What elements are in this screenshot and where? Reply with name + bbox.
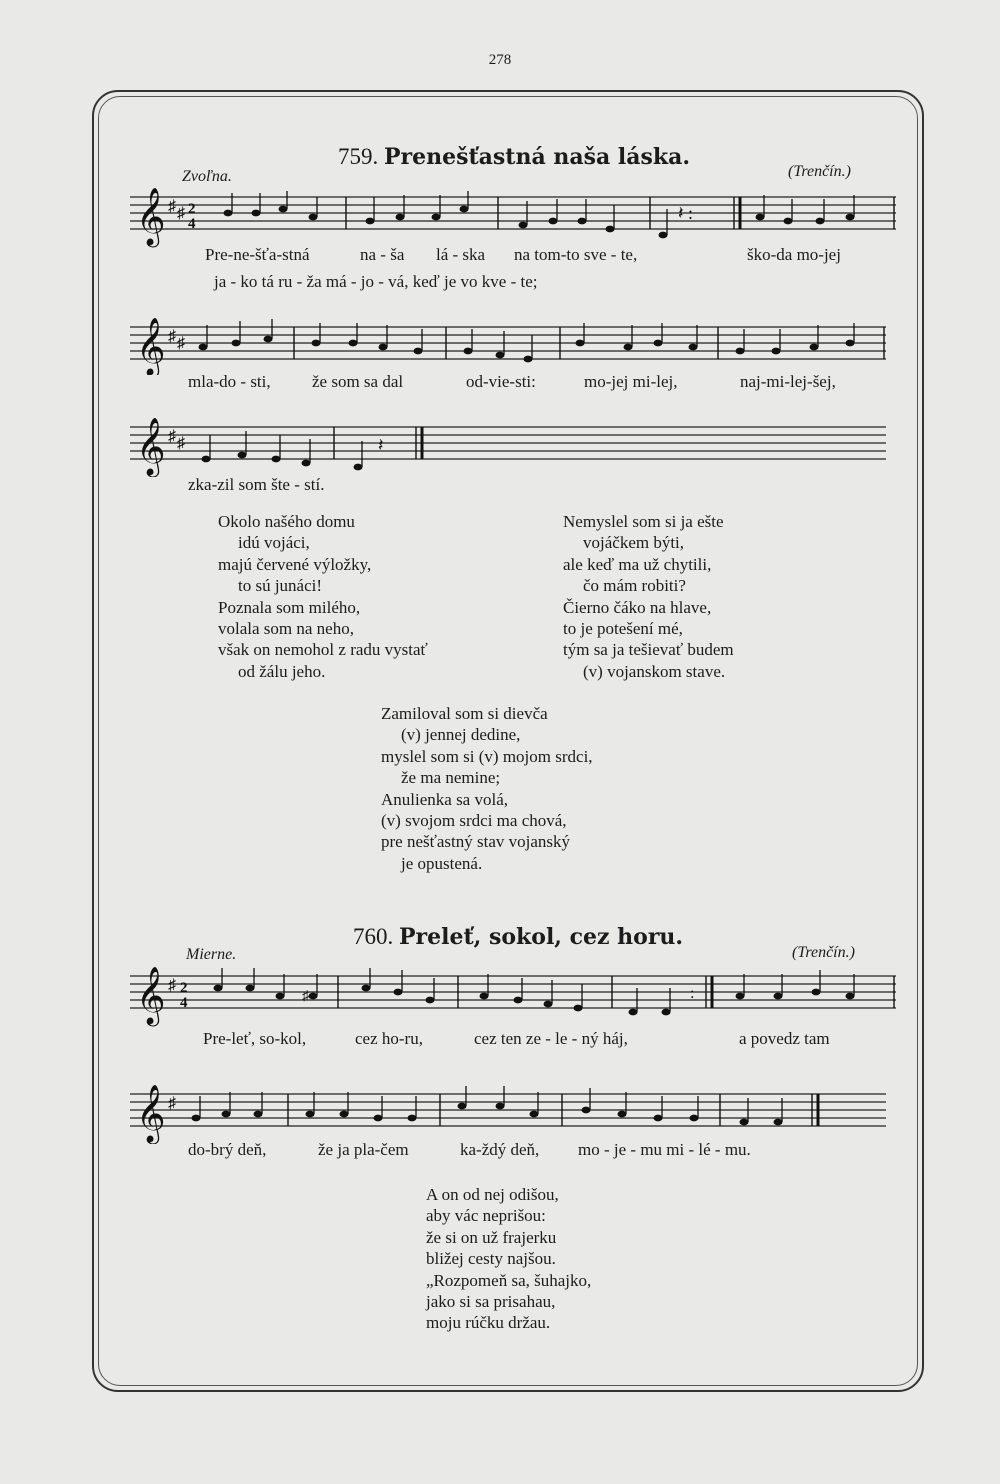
song-760-verse-1 [426, 1184, 591, 1334]
verse-line: že si on už frajerku [426, 1227, 557, 1247]
song-759-lyric-3c: od-vie-sti: [466, 372, 536, 391]
verse-line: Nemyslel som si ja ešte [563, 512, 724, 531]
verse-line: Poznala som milého, [218, 597, 361, 617]
svg-text::: : [690, 985, 695, 1002]
song-760-lyric-1a: Pre-leť, so-kol, [203, 1029, 307, 1048]
verse-line: (v) jennej dedine, [401, 725, 521, 745]
song-759-lyric-1d: na tom-to sve - te, [514, 245, 638, 264]
svg-text:2: 2 [188, 201, 196, 217]
song-759-title [338, 144, 690, 170]
verse-line: Zamiloval som si dievča [381, 704, 548, 723]
verse-line: „Rozpomeň sa, šuhajko, [426, 1270, 592, 1290]
verse-line: však on nemohol z radu vystať [218, 640, 428, 660]
svg-text:𝄞: 𝄞 [136, 317, 166, 375]
svg-text:𝄞: 𝄞 [136, 417, 166, 475]
svg-text:2: 2 [180, 980, 188, 996]
song-760-lyric-1c: cez ten ze - le - ný háj, [474, 1029, 628, 1048]
verse-line: aby vác neprišou: [426, 1206, 546, 1226]
song-759-number: 759. [338, 144, 379, 169]
song-760-lyric-1d: a povedz tam [739, 1029, 830, 1048]
song-759-lyric-3d: mo-jej mi-lej, [584, 372, 678, 391]
verse-line: myslel som si (v) mojom srdci, [381, 746, 593, 766]
song-759-region: (Trenčín.) [788, 163, 851, 180]
song-760-lyric-2d: mo - je - mu mi - lé - mu. [578, 1140, 751, 1159]
song-759-lyric-3b: že som sa dal [312, 372, 404, 391]
svg-text:𝄽: 𝄽 [378, 435, 384, 455]
verse-line: A on od nej odišou, [426, 1185, 559, 1204]
song-759-verse-2 [563, 511, 734, 682]
verse-line: tým sa ja tešievať budem [563, 640, 734, 660]
verse-line: je opustená. [401, 853, 483, 873]
song-759-name: Prenešťastná naša láska. [384, 144, 691, 170]
svg-text:𝄞: 𝄞 [136, 187, 166, 245]
song-760-staff-2 [128, 1080, 898, 1144]
song-760-name: Preleť, sokol, cez horu. [399, 924, 684, 950]
song-759-verse-1 [218, 511, 428, 682]
verse-line: bližej cesty najšou. [426, 1249, 556, 1269]
svg-text:♯: ♯ [168, 328, 176, 345]
svg-text:𝄞: 𝄞 [136, 966, 166, 1024]
song-759-verse-3 [381, 703, 593, 874]
song-759-lyric-1e: ško-da mo-jej [747, 245, 841, 264]
svg-text:♯: ♯ [168, 977, 176, 994]
svg-text:♯: ♯ [168, 1095, 176, 1112]
svg-text:♯: ♯ [177, 435, 185, 452]
verse-line: jako si sa prisahau, [426, 1291, 556, 1311]
svg-text:♯: ♯ [177, 205, 185, 222]
svg-text:𝄽 :: 𝄽 : [678, 203, 694, 223]
verse-line: čo mám robiti? [583, 576, 686, 596]
song-759-lyric-1c: lá - ska [436, 245, 486, 264]
song-760-staff-1 [128, 962, 898, 1030]
song-759-lyric-4: zka-zil som šte - stí. [188, 475, 325, 494]
song-759-lyric-3e: naj-mi-lej-šej, [740, 372, 836, 391]
verse-line: vojáčkem býti, [583, 533, 685, 553]
song-759-lyric-1a: Pre-ne-šťa-stná [205, 245, 310, 264]
svg-text:♯: ♯ [177, 335, 185, 352]
verse-line: volala som na neho, [218, 618, 354, 638]
song-760-tempo: Mierne. [186, 946, 237, 963]
verse-line: majú červené výložky, [218, 554, 372, 574]
song-760-region: (Trenčín.) [792, 944, 855, 961]
svg-text:♯: ♯ [168, 198, 176, 215]
verse-line: Anulienka sa volá, [381, 789, 508, 809]
verse-line: (v) svojom srdci ma chová, [381, 810, 567, 830]
song-759-lyric-3a: mla-do - sti, [188, 372, 271, 391]
song-759-staff-3 [128, 413, 898, 477]
page-number: 278 [488, 52, 512, 68]
verse-line: to je potešení mé, [563, 618, 683, 638]
svg-text:4: 4 [180, 995, 188, 1011]
song-760-lyric-2b: že ja pla-čem [318, 1140, 409, 1159]
svg-text:♯: ♯ [302, 989, 309, 1004]
verse-line: pre nešťastný stav vojanský [381, 832, 571, 852]
verse-line: od žálu jeho. [238, 661, 326, 681]
song-759-staff-2 [128, 313, 898, 375]
song-760-number: 760. [353, 924, 394, 949]
verse-line: že ma nemine; [401, 768, 501, 788]
verse-line: idú vojáci, [238, 533, 310, 553]
verse-line: (v) vojanskom stave. [583, 661, 726, 681]
song-760-lyric-2a: do-brý deň, [188, 1140, 267, 1159]
song-759-lyric-2: ja - ko tá ru - ža má - jo - vá, keď je vo kve - te; [214, 272, 538, 291]
song-760-lyric-2c: ka-ždý deň, [460, 1140, 540, 1159]
verse-line: Okolo našého domu [218, 512, 355, 531]
svg-text:4: 4 [188, 216, 196, 232]
svg-text:♯: ♯ [168, 428, 176, 445]
song-760-title [353, 924, 683, 950]
verse-line: to sú junáci! [238, 576, 323, 596]
song-759-staff-1 [128, 183, 898, 253]
verse-line: moju rúčku držau. [426, 1313, 551, 1333]
song-760-lyric-1b: cez ho-ru, [355, 1029, 423, 1048]
verse-line: ale keď ma už chytili, [563, 554, 712, 574]
svg-text:𝄞: 𝄞 [136, 1084, 166, 1142]
song-759-lyric-1b: na - ša [360, 245, 405, 264]
song-759-tempo: Zvoľna. [182, 168, 232, 185]
verse-line: Čierno čáko na hlave, [563, 597, 712, 617]
